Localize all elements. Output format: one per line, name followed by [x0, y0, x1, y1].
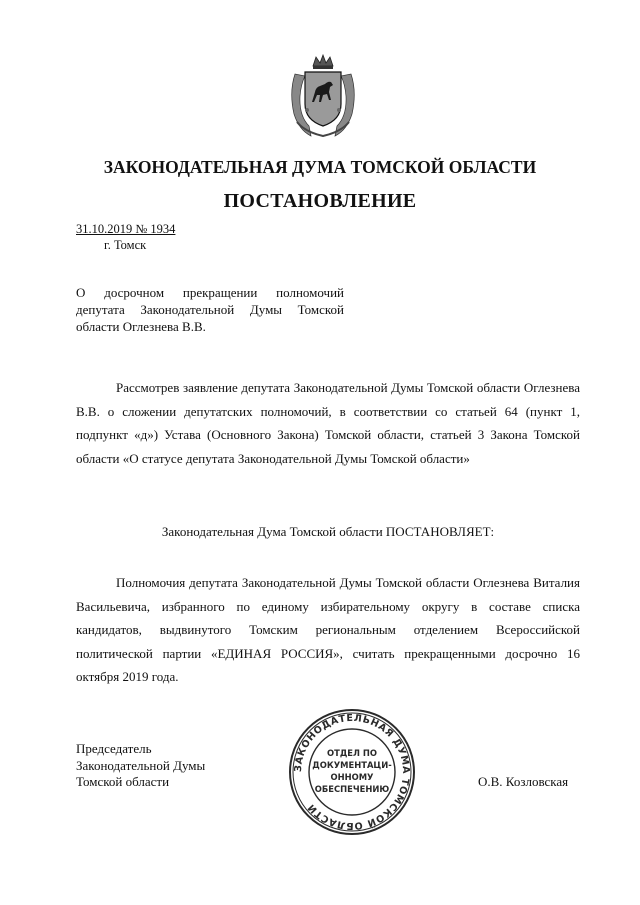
organization-title: ЗАКОНОДАТЕЛЬНАЯ ДУМА ТОМСКОЙ ОБЛАСТИ [103, 157, 537, 177]
position-line: Законодательной Думы [76, 757, 206, 773]
stamp-ring-text: ЗАКОНОДАТЕЛЬНАЯ ДУМА ТОМСКОЙ ОБЛАСТИ [292, 712, 412, 832]
tomsk-oblast-coat-of-arms-icon [285, 52, 361, 140]
position-line: Председатель [76, 741, 152, 756]
preamble-paragraph: Рассмотрев заявление депутата Законодательной Думы Томской области Оглезнева В.В. о сложении депутатских полномочий, в соответствии со статьей 64 (пункт 1, подпункт «д») Устава (Основного Закона) Томской области, статьей 3 Закона Томской области «О статусе депутата Законодательной Думы Томской области» [76, 380, 580, 466]
official-stamp [287, 707, 417, 837]
document-subject: О досрочном прекращении полномочий депутата Законодательной Думы Томской области Оглезнева В.В. [76, 285, 344, 334]
stamp-center-line: ОННОМУ [330, 772, 374, 782]
stamp-center-line: ОТДЕЛ ПО [326, 748, 378, 758]
decree-line: Законодательная Дума Томской области ПОСТАНОВЛЯЕТ: [161, 524, 495, 539]
document-meta [76, 221, 175, 253]
position-line: Томской области [76, 774, 170, 789]
resolution-paragraph: Полномочия депутата Законодательной Думы Томской области Оглезнева Виталия Васильевича, избранного по единому избирательному округу в составе списка кандидатов, выдвинутого Томским региональным отделением Всероссийской политической партии «ЕДИНАЯ РОССИЯ», считать прекращенными досрочно 16 октября 2019 года. [76, 575, 580, 684]
stamp-center-line: ДОКУМЕНТАЦИ- [312, 760, 392, 770]
signatory-name: О.В. Козловская [478, 774, 569, 789]
date-number: 31.10.2019 № 1934 [76, 222, 176, 236]
document-type-title: ПОСТАНОВЛЕНИЕ [223, 190, 417, 212]
city: г. Томск [104, 238, 147, 252]
stamp-center-line: ОБЕСПЕЧЕНИЮ [314, 784, 390, 794]
signatory-position [76, 741, 205, 791]
